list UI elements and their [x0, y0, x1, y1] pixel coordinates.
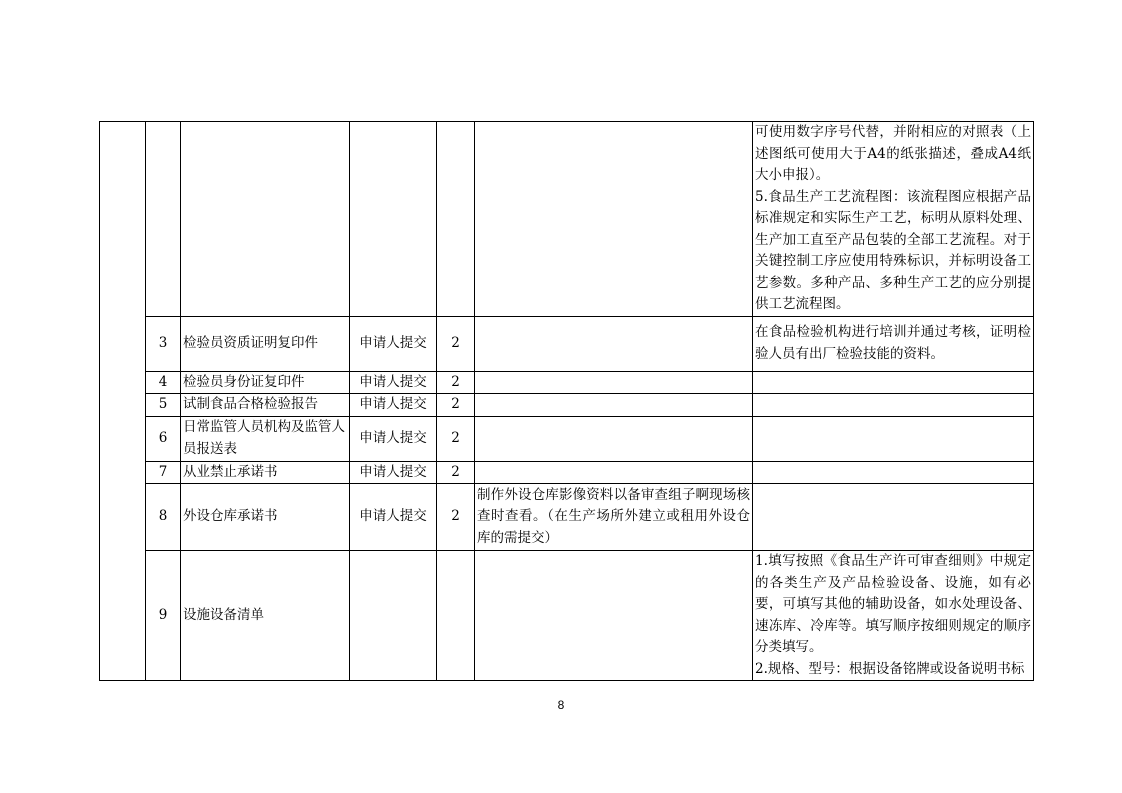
row-number: 5: [146, 394, 181, 417]
table-row: [100, 416, 1034, 461]
row-number: 7: [146, 461, 181, 484]
copies-count: [437, 122, 475, 317]
table-row: [100, 551, 1034, 681]
material-name: 日常监管人员机构及监管人员报送表: [181, 416, 350, 461]
material-note: [753, 461, 1034, 484]
row-number: [146, 122, 181, 317]
material-note: 1.填写按照《食品生产许可审查细则》中规定的各类生产及产品检验设备、设施，如有必要，可填写其他的辅助设备，如水处理设备、速冻库、冷库等。填写顺序按细则规定的顺序分类填写。 2.规格、型号：根据设备铭牌或设备说明书标: [753, 551, 1034, 681]
copies-count: 2: [437, 394, 475, 417]
row-number: 9: [146, 551, 181, 681]
material-requirement: 制作外设仓库影像资料以备审查组子啊现场核查时查看。（在生产场所外建立或租用外设仓库的需提交）: [475, 484, 753, 551]
material-note: 在食品检验机构进行培训并通过考核，证明检验人员有出厂检验技能的资料。: [753, 316, 1034, 371]
material-name: [181, 122, 350, 317]
table-row: [100, 371, 1034, 394]
material-requirement: [475, 416, 753, 461]
material-requirement: [475, 122, 753, 317]
copies-count: 2: [437, 484, 475, 551]
row-number: 4: [146, 371, 181, 394]
material-name: 检验员身份证复印件: [181, 371, 350, 394]
table-row: [100, 122, 1034, 317]
material-requirement: [475, 316, 753, 371]
material-source: 申请人提交: [350, 416, 437, 461]
copies-count: 2: [437, 416, 475, 461]
table-row: [100, 461, 1034, 484]
row-number: 6: [146, 416, 181, 461]
copies-count: 2: [437, 371, 475, 394]
material-source: 申请人提交: [350, 371, 437, 394]
materials-table: [99, 121, 1034, 681]
page-number: 8: [557, 698, 565, 712]
material-requirement: [475, 371, 753, 394]
material-note: [753, 484, 1034, 551]
material-note: 可使用数字序号代替，并附相应的对照表（上述图纸可使用大于A4的纸张描述，叠成A4纸大小申报）。 5.食品生产工艺流程图：该流程图应根据产品标准规定和实际生产工艺，标明从原料处理、生产加工直至产品包装的全部工艺流程。对于关键控制工序应使用特殊标识，并标明设备工艺参数。多种产品、多种生产工艺的应分别提供工艺流程图。: [753, 122, 1034, 317]
outer-category-cell: [100, 122, 146, 681]
table-row: [100, 394, 1034, 417]
material-source: 申请人提交: [350, 394, 437, 417]
material-note: [753, 371, 1034, 394]
material-name: 试制食品合格检验报告: [181, 394, 350, 417]
row-number: 8: [146, 484, 181, 551]
material-name: 从业禁止承诺书: [181, 461, 350, 484]
material-source: [350, 122, 437, 317]
material-source: 申请人提交: [350, 484, 437, 551]
material-note: [753, 416, 1034, 461]
material-requirement: [475, 551, 753, 681]
material-note: [753, 394, 1034, 417]
copies-count: 2: [437, 316, 475, 371]
row-number: 3: [146, 316, 181, 371]
material-requirement: [475, 461, 753, 484]
material-name: 检验员资质证明复印件: [181, 316, 350, 371]
material-source: 申请人提交: [350, 316, 437, 371]
material-source: [350, 551, 437, 681]
material-source: 申请人提交: [350, 461, 437, 484]
table-row: [100, 484, 1034, 551]
material-name: 设施设备清单: [181, 551, 350, 681]
copies-count: [437, 551, 475, 681]
table-row: [100, 316, 1034, 371]
material-name: 外设仓库承诺书: [181, 484, 350, 551]
copies-count: 2: [437, 461, 475, 484]
material-requirement: [475, 394, 753, 417]
